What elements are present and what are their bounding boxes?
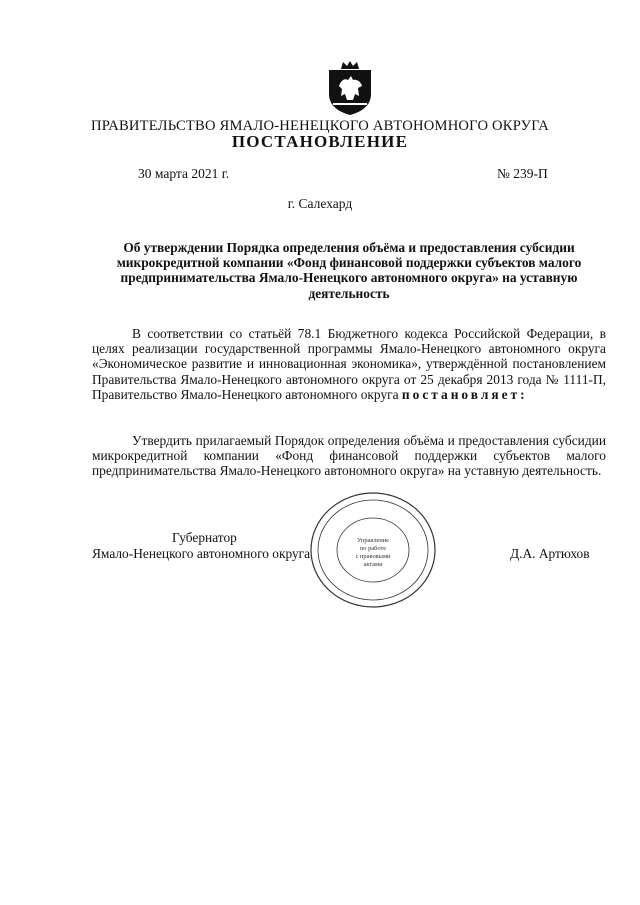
stamp-center-line3: с правовыми: [355, 553, 391, 560]
document-number: № 239-П: [497, 166, 548, 181]
paragraph-1-text: В соответствии со статьёй 78.1 Бюджетного кодекса Российской Федерации, в целях реализации государственной программы Ямало-Ненецкого автономного округа «Экономическое развитие и инновационная экономика», утверждённой постановлением Правительства Ямало-Ненецкого автономного округа от 25 декабря 2013 года № 1111-П, Правительство Ямало-Ненецкого автономного округа: [92, 326, 606, 402]
signer-name: Д.А. Артюхов: [510, 546, 590, 561]
coat-of-arms-icon: [325, 60, 375, 116]
stamp-center-line4: актами: [363, 561, 383, 568]
paragraph-1: [92, 326, 606, 402]
stamp-center-line2: по работе: [359, 545, 387, 552]
paragraph-2: Утвердить прилагаемый Порядок определения объёма и предоставления субсидии микрокредитной компании «Фонд финансовой поддержки субъектов малого предпринимательства Ямало-Ненецкого автономного округа» на уставную деятельность.: [92, 433, 606, 479]
document-title: Об утверждении Порядка определения объёма и предоставления субсидии микрокредитной компании «Фонд финансовой поддержки субъектов малого предпринимательства Ямало-Ненецкого автономного округа» на уставную деятельность: [116, 240, 582, 301]
government-header: ПРАВИТЕЛЬСТВО ЯМАЛО-НЕНЕЦКОГО АВТОНОМНОГО ОКРУГА: [91, 118, 549, 134]
document-date: 30 марта 2021 г.: [138, 166, 230, 181]
signer-title-line2: Ямало-Ненецкого автономного округа: [92, 546, 311, 561]
official-stamp: [308, 490, 438, 610]
signer-title-line1: Губернатор: [172, 530, 237, 545]
document-city: г. Салехард: [287, 196, 353, 211]
resolution-keyword: постановляет:: [401, 386, 528, 402]
document-type: ПОСТАНОВЛЕНИЕ: [231, 132, 409, 151]
stamp-center-line1: Управление: [356, 537, 390, 544]
signer-position: [92, 530, 310, 562]
